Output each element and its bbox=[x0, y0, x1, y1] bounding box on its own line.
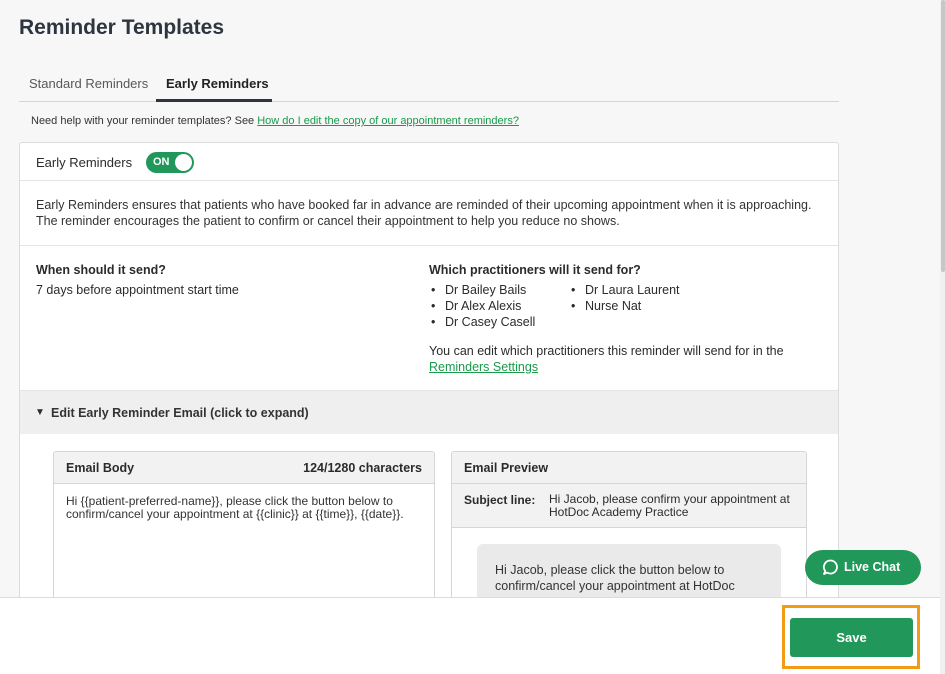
email-preview-header bbox=[452, 452, 806, 484]
expander-label: Edit Early Reminder Email (click to expand) bbox=[51, 406, 309, 420]
reminders-settings-link[interactable]: Reminders Settings bbox=[429, 360, 539, 374]
caret-down-icon: ▼ bbox=[35, 407, 45, 418]
toggle-knob bbox=[175, 154, 192, 171]
practitioner-item: • Dr Casey Casell bbox=[445, 315, 535, 329]
practitioner-item: • Dr Bailey Bails bbox=[445, 283, 526, 297]
scrollbar-thumb[interactable] bbox=[941, 0, 945, 272]
live-chat-button[interactable] bbox=[805, 550, 921, 585]
edit-note-text: You can edit which practitioners this reminder will send for in the bbox=[429, 344, 784, 358]
active-tab-indicator bbox=[156, 99, 272, 102]
subject-line-value: Hi Jacob, please confirm your appointment at HotDoc Academy Practice bbox=[549, 492, 790, 519]
when-value: 7 days before appointment start time bbox=[36, 283, 239, 297]
help-text bbox=[31, 115, 519, 127]
toggle-state-label: ON bbox=[153, 156, 170, 168]
help-link[interactable]: How do I edit the copy of our appointment reminders? bbox=[257, 115, 519, 127]
when-heading: When should it send? bbox=[36, 263, 166, 277]
tab-bar bbox=[19, 70, 839, 102]
email-body-header bbox=[54, 452, 434, 484]
email-preview-title: Email Preview bbox=[464, 461, 549, 475]
tab-standard-reminders[interactable]: Standard Reminders bbox=[29, 76, 149, 91]
save-button[interactable]: Save bbox=[790, 618, 913, 657]
page-title: Reminder Templates bbox=[19, 16, 225, 39]
edit-email-expander[interactable] bbox=[20, 390, 838, 434]
email-body-editor[interactable]: Hi {{patient-preferred-name}}, please click the button below to confirm/cancel your appointment at {{clinic}} at {{time}}, {{date}}. bbox=[66, 494, 404, 521]
email-body-title: Email Body bbox=[66, 461, 135, 475]
edit-practitioners-note bbox=[429, 343, 829, 375]
practitioner-item: • Dr Laura Laurent bbox=[585, 283, 680, 297]
early-reminders-toggle[interactable] bbox=[146, 152, 194, 173]
subject-line-label: Subject line: bbox=[464, 493, 536, 507]
email-body-panel bbox=[53, 451, 435, 597]
character-count: 124/1280 characters bbox=[303, 461, 422, 475]
preview-message-bubble bbox=[477, 544, 781, 597]
practitioner-item: • Dr Alex Alexis bbox=[445, 299, 521, 313]
early-reminders-label: Early Reminders bbox=[36, 155, 133, 170]
practitioner-item: • Nurse Nat bbox=[585, 299, 641, 313]
help-text-label: Need help with your reminder templates? See bbox=[31, 115, 258, 127]
tab-early-reminders[interactable]: Early Reminders bbox=[166, 76, 269, 91]
preview-message-text: Hi Jacob, please click the button below to confirm/cancel your appointment at HotDoc bbox=[495, 563, 735, 593]
live-chat-label: Live Chat bbox=[844, 560, 901, 574]
early-reminders-description: Early Reminders ensures that patients who have booked far in advance are reminded of their upcoming appointment when it is approaching. The reminder encourages the patient to confirm or cancel their appointment to help you reduce no shows. bbox=[36, 198, 812, 228]
chat-bubble-icon bbox=[822, 559, 839, 576]
which-heading: Which practitioners will it send for? bbox=[429, 263, 641, 277]
email-preview-panel bbox=[451, 451, 807, 597]
early-reminders-card bbox=[19, 142, 839, 597]
divider bbox=[20, 245, 838, 246]
early-reminders-toggle-row bbox=[20, 143, 838, 181]
